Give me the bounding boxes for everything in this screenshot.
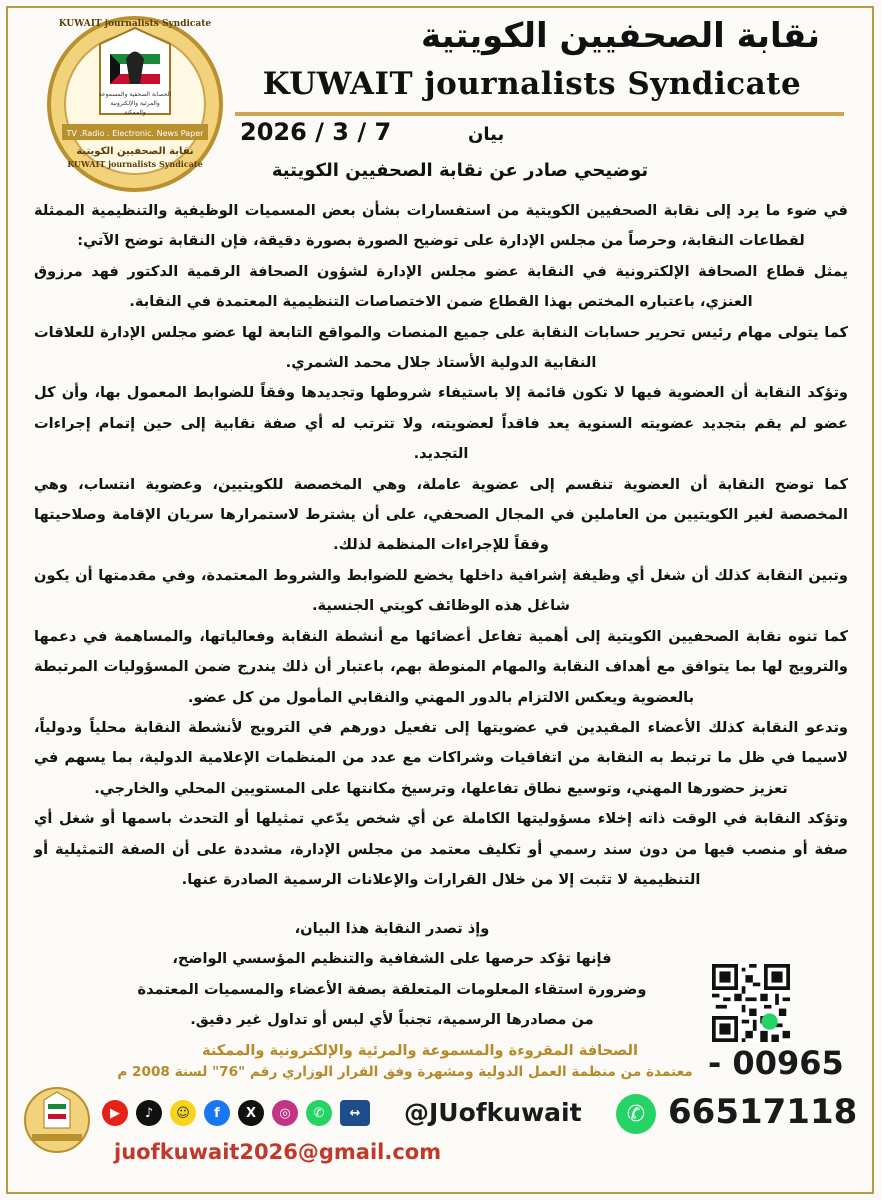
tiktok-icon[interactable]: ♪ xyxy=(136,1100,162,1126)
closing-line: وإذ تصدر النقابة هذا البيان، xyxy=(294,920,490,937)
footer-tagline: الصحافة المقروءة والمسموعة والمرئية والإلكترونية والممكنة xyxy=(201,1042,639,1059)
statement-date: 2026 / 3 / 7 xyxy=(240,118,392,146)
logo-name-en: KUWAIT journalists Syndicate xyxy=(67,159,203,169)
footer-accreditation: معتمدة من منظمة العمل الدولية ومشهرة وفق القرار الوزاري رقم "76" لسنة 2008 م xyxy=(117,1064,693,1080)
whatsapp-icon[interactable]: ✆ xyxy=(616,1094,656,1134)
paragraph: وتبين النقابة كذلك أن شغل أي وظيفة إشرافية داخلها يخضع للضوابط والشروط المعتمدة، وفي مقدمتها أن يكون شاغل هذه الوظائف كويتي الجنسية. xyxy=(34,566,848,615)
phone-country-code: - 00965 xyxy=(708,1044,844,1082)
paragraph: وتؤكد النقابة في الوقت ذاته إخلاء مسؤوليتها الكاملة عن أي شخص يدّعي تمثيلها أو التحدث باسمها أو شغل أي صفة أو منصب فيها من دون سند رسمي أو تكليف معتمد من مجلس الإدارة، مشددة على أن الصفة التمثيلية أو التنظيمية لا تثبت إلا من خلال القرارات والإعلانات الرسمية الصادرة عنها. xyxy=(34,810,848,888)
logo-ribbon: TV .Radio . Electronic. News Paper xyxy=(66,129,204,138)
contact-email[interactable]: juofkuwait2026@gmail.com xyxy=(114,1140,442,1164)
statement-body xyxy=(34,196,848,895)
statement-label: بيان xyxy=(468,124,505,145)
header-divider xyxy=(235,112,844,116)
closing-line: من مصادرها الرسمية، تجنباً لأي لبس أو تداول غير دقيق. xyxy=(190,1011,594,1029)
phone-number[interactable]: 66517118 xyxy=(668,1092,858,1132)
closing-line: وضرورة استقاء المعلومات المتعلقة بصفة الأعضاء والمسميات المعتمدة xyxy=(137,980,647,998)
statement-subtitle: توضيحي صادر عن نقابة الصحفيين الكويتية xyxy=(271,160,649,181)
syndicate-title-ar: نقابة الصحفيين الكويتية xyxy=(421,16,820,56)
logo-inner-2: والمرئية والإلكترونية xyxy=(110,100,160,107)
youtube-icon[interactable]: ▶ xyxy=(102,1100,128,1126)
snapchat-icon[interactable]: ☺ xyxy=(170,1100,196,1126)
footer-syndicate-logo xyxy=(22,1082,92,1162)
statement-closing xyxy=(112,914,672,1036)
paragraph: يمثل قطاع الصحافة الإلكترونية في النقابة عضو مجلس الإدارة لشؤون الصحافة الرقمية الدكتور فهد مرزوق العنزي، باعتباره المختص بهذا القطاع ضمن الاختصاصات التنظيمية المعتمدة في النقابة. xyxy=(34,262,848,311)
whatsapp-small-icon[interactable]: ✆ xyxy=(306,1100,332,1126)
x-icon[interactable]: X xyxy=(238,1100,264,1126)
logo-inner-1: الحصانة الصحفية والمسموعة xyxy=(98,91,172,98)
logo-ring-text: KUWAIT journalists Syndicate xyxy=(58,19,212,29)
paragraph: كما يتولى مهام رئيس تحرير حسابات النقابة على جميع المنصات والمواقع التابعة لها عضو مجلس الإدارة للعلاقات النقابية الدولية الأستاذ جلال محمد الشمري. xyxy=(34,323,848,372)
paragraph: كما توضح النقابة أن العضوية تنقسم إلى عضوية عاملة، وهي المخصصة للكويتيين، وعضوية انتساب، وهي المخصصة لغير الكويتيين من العاملين في المجال الصحفي، على أن يشترط لاستمرارها سريان الإقامة وصلاحيتها وفقاً للإجراءات المنظمة لذلك. xyxy=(34,475,848,554)
share-icon[interactable]: ↔ xyxy=(340,1100,370,1126)
paragraph: وتدعو النقابة كذلك الأعضاء المقيدين في عضويتها إلى تفعيل دورهم في الترويج لأنشطة النقابة محلياً ودولياً، لاسيما في ظل ما ترتبط به النقابة من اتفاقيات وشراكات مع عدد من المنظمات الإعلامية الدولية، بما يسهم في تعزيز حضورها المهني، وتوسيع نطاق تفاعلها، وترسيخ مكانتها على المستويين المحلي والخارجي. xyxy=(34,718,848,797)
logo-inner-3: والممكنة xyxy=(124,109,146,116)
social-handle[interactable]: @JUofkuwait xyxy=(404,1098,582,1127)
logo-name-ar: نقابة الصحفيين الكويتية xyxy=(76,146,194,157)
paragraph: كما تنوه نقابة الصحفيين الكويتية إلى أهمية تفاعل أعضائها مع أنشطة النقابة وفعالياتها، والمساهمة في دعمها والترويج لها بما يتوافق مع أهداف النقابة والمهام المنوطة بهم، باعتبار أن ذلك يندرج ضمن المسؤوليات المرتبطة بالعضوية ويعكس الالتزام بالدور المهني والنقابي المأمول من كل عضو. xyxy=(34,627,848,706)
syndicate-logo xyxy=(40,14,230,194)
qr-code[interactable] xyxy=(712,964,790,1042)
syndicate-title-en: KUWAIT journalists Syndicate xyxy=(262,66,802,102)
paragraph: في ضوء ما يرد إلى نقابة الصحفيين الكويتية من استفسارات بشأن بعض المسميات الوظيفية والتنظيمية الممثلة لقطاعات النقابة، وحرصاً من مجلس الإدارة على توضيح الصورة بصورة دقيقة، فإن النقابة توضح الآتي: xyxy=(34,202,848,250)
facebook-icon[interactable]: f xyxy=(204,1100,230,1126)
closing-line: فإنها تؤكد حرصها على الشفافية والتنظيم المؤسسي الواضح، xyxy=(172,950,612,968)
paragraph: وتؤكد النقابة أن العضوية فيها لا تكون قائمة إلا باستيفاء شروطها وتجديدها وفقاً للضوابط المعمول بها، وأن كل عضو لم يقم بتجديد عضويته السنوية يعد فاقداً لعضويته، ولا تترتب له أي صفة نقابية إلى حين إتمام إجراءات التجديد. xyxy=(34,384,848,463)
instagram-icon[interactable]: ◎ xyxy=(272,1100,298,1126)
